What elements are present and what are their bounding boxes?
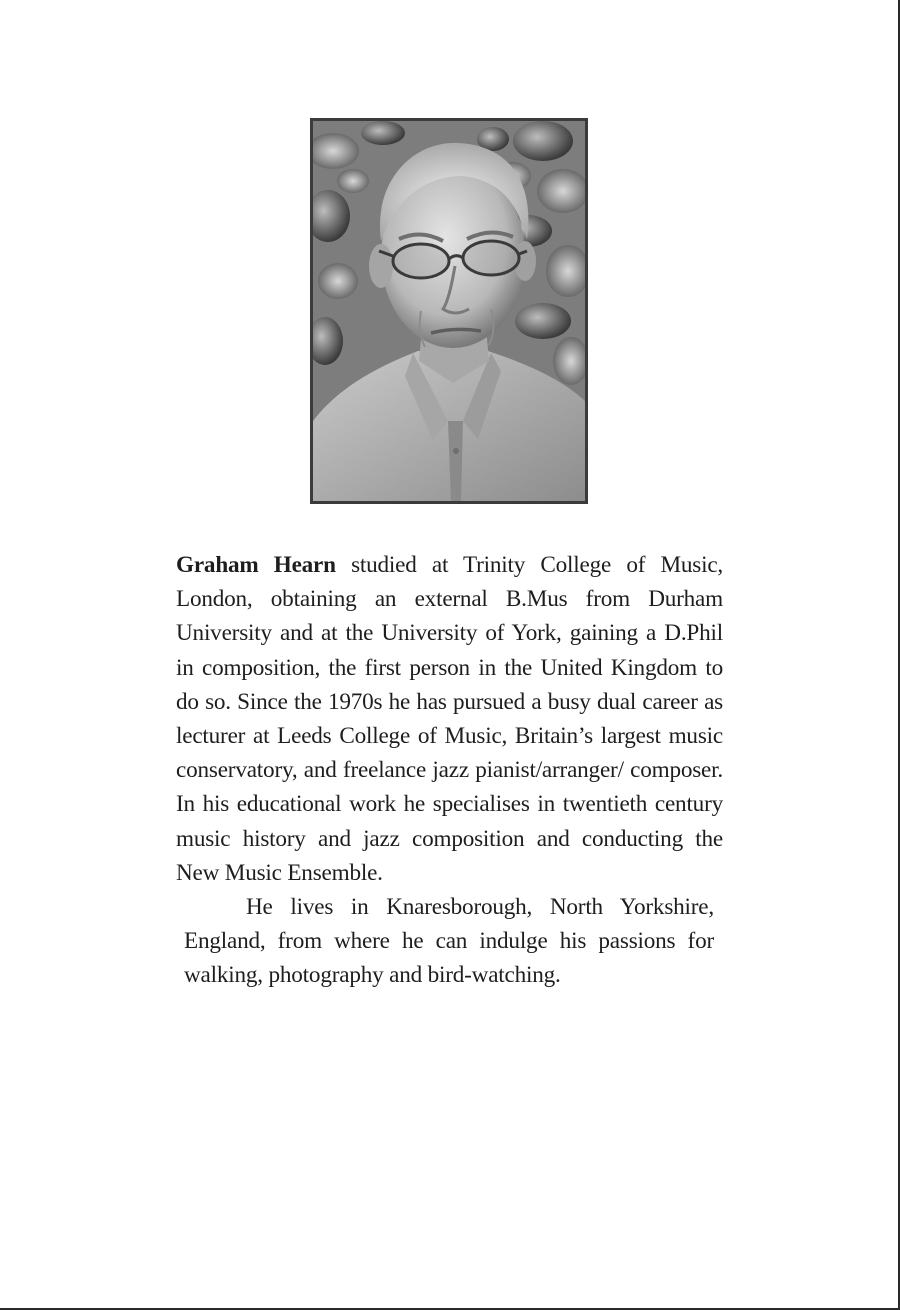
- bio-paragraph-1: [176, 548, 723, 890]
- bio-paragraph-2: He lives in Knaresborough, North Yorkshire, England, from where he can indulge his passions for walking, photography and bird-watching.: [184, 894, 714, 989]
- portrait-image: [313, 121, 585, 501]
- author-portrait: [310, 118, 588, 504]
- author-name: Graham Hearn: [176, 552, 336, 578]
- author-biography: [176, 548, 723, 993]
- bio-paragraph-1-text: studied at Trinity College of Music, London, obtaining an external B.Mus from Durham University and at the University of York, gaining a D.Phil in composition, the first person in the United Kingdom to do so. Since the 1970s he has pursued a busy dual career as lecturer at Leeds College of Music, Britain’s largest music conservatory, and freelance jazz pianist/arranger/ composer. In his educational work he specialises in twentieth century music history and jazz composition and conducting the New Music Ensemble.: [176, 552, 724, 886]
